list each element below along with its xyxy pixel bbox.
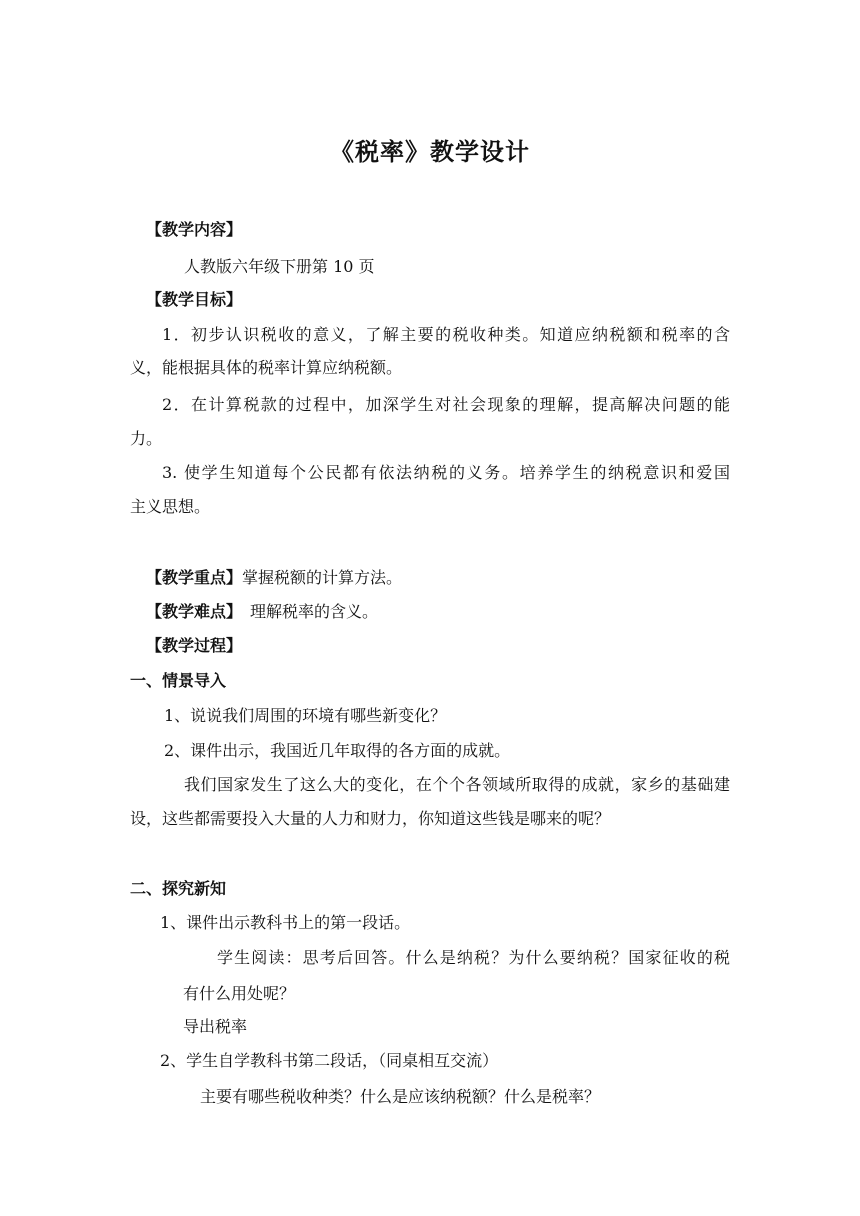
goal-1-line-2: 义，能根据具体的税率计算应纳税额。 (130, 358, 403, 377)
goal-2-line-2: 力。 (130, 429, 163, 448)
section-1-item-1: 1、说说我们周围的环境有哪些新变化？ (164, 706, 447, 725)
section-1-item-2: 2、课件出示，我国近几年取得的各方面的成就。 (164, 741, 511, 760)
goal-2-line-1: 2．在计算税款的过程中，加深学生对社会现象的理解，提高解决问题的能 (162, 395, 730, 414)
key-point-text: 掌握税额的计算方法。 (242, 568, 403, 587)
page-title: 《税率》教学设计 (330, 138, 530, 166)
section-1-para-line-1: 我们国家发生了这么大的变化，在个个各领域所取得的成就，家乡的基础建 (184, 775, 730, 794)
section-1-heading: 一、情景导入 (130, 671, 227, 690)
key-point-label: 【教学重点】 (146, 568, 243, 587)
section-2-read-line-2: 有什么用处呢？ (183, 984, 296, 1003)
section-1-para-line-2: 设，这些都需要投入大量的人力和财力，你知道这些钱是哪来的呢？ (130, 809, 611, 828)
goal-3-line-1: 3. 使学生知道每个公民都有依法纳税的义务。培养学生的纳税意识和爱国 (162, 463, 730, 482)
section-2-read-line-1: 学生阅读：思考后回答。什么是纳税？为什么要纳税？国家征收的税 (217, 948, 730, 967)
goal-1-line-1: 1．初步认识税收的意义，了解主要的税收种类。知道应纳税额和税率的含 (162, 325, 730, 344)
section-2-heading: 二、探究新知 (130, 879, 227, 898)
goals-heading: 【教学目标】 (146, 290, 243, 309)
goal-3-line-2: 主义思想。 (130, 497, 211, 516)
difficulty-text: 理解税率的含义。 (250, 602, 379, 621)
difficulty-label: 【教学难点】 (146, 602, 243, 621)
key-point (146, 567, 402, 589)
difficulty (146, 601, 378, 623)
content-text: 人教版六年级下册第 10 页 (184, 257, 375, 276)
section-2-item-2: 2、学生自学教科书第二段话，（同桌相互交流） (160, 1051, 499, 1070)
section-2-lead: 导出税率 (183, 1017, 248, 1036)
section-2-item-1: 1、课件出示教科书上的第一段话。 (160, 913, 411, 932)
content-heading: 【教学内容】 (146, 220, 243, 239)
section-2-questions: 主要有哪些税收种类？什么是应该纳税额？什么是税率？ (200, 1087, 601, 1106)
process-heading: 【教学过程】 (146, 636, 243, 655)
